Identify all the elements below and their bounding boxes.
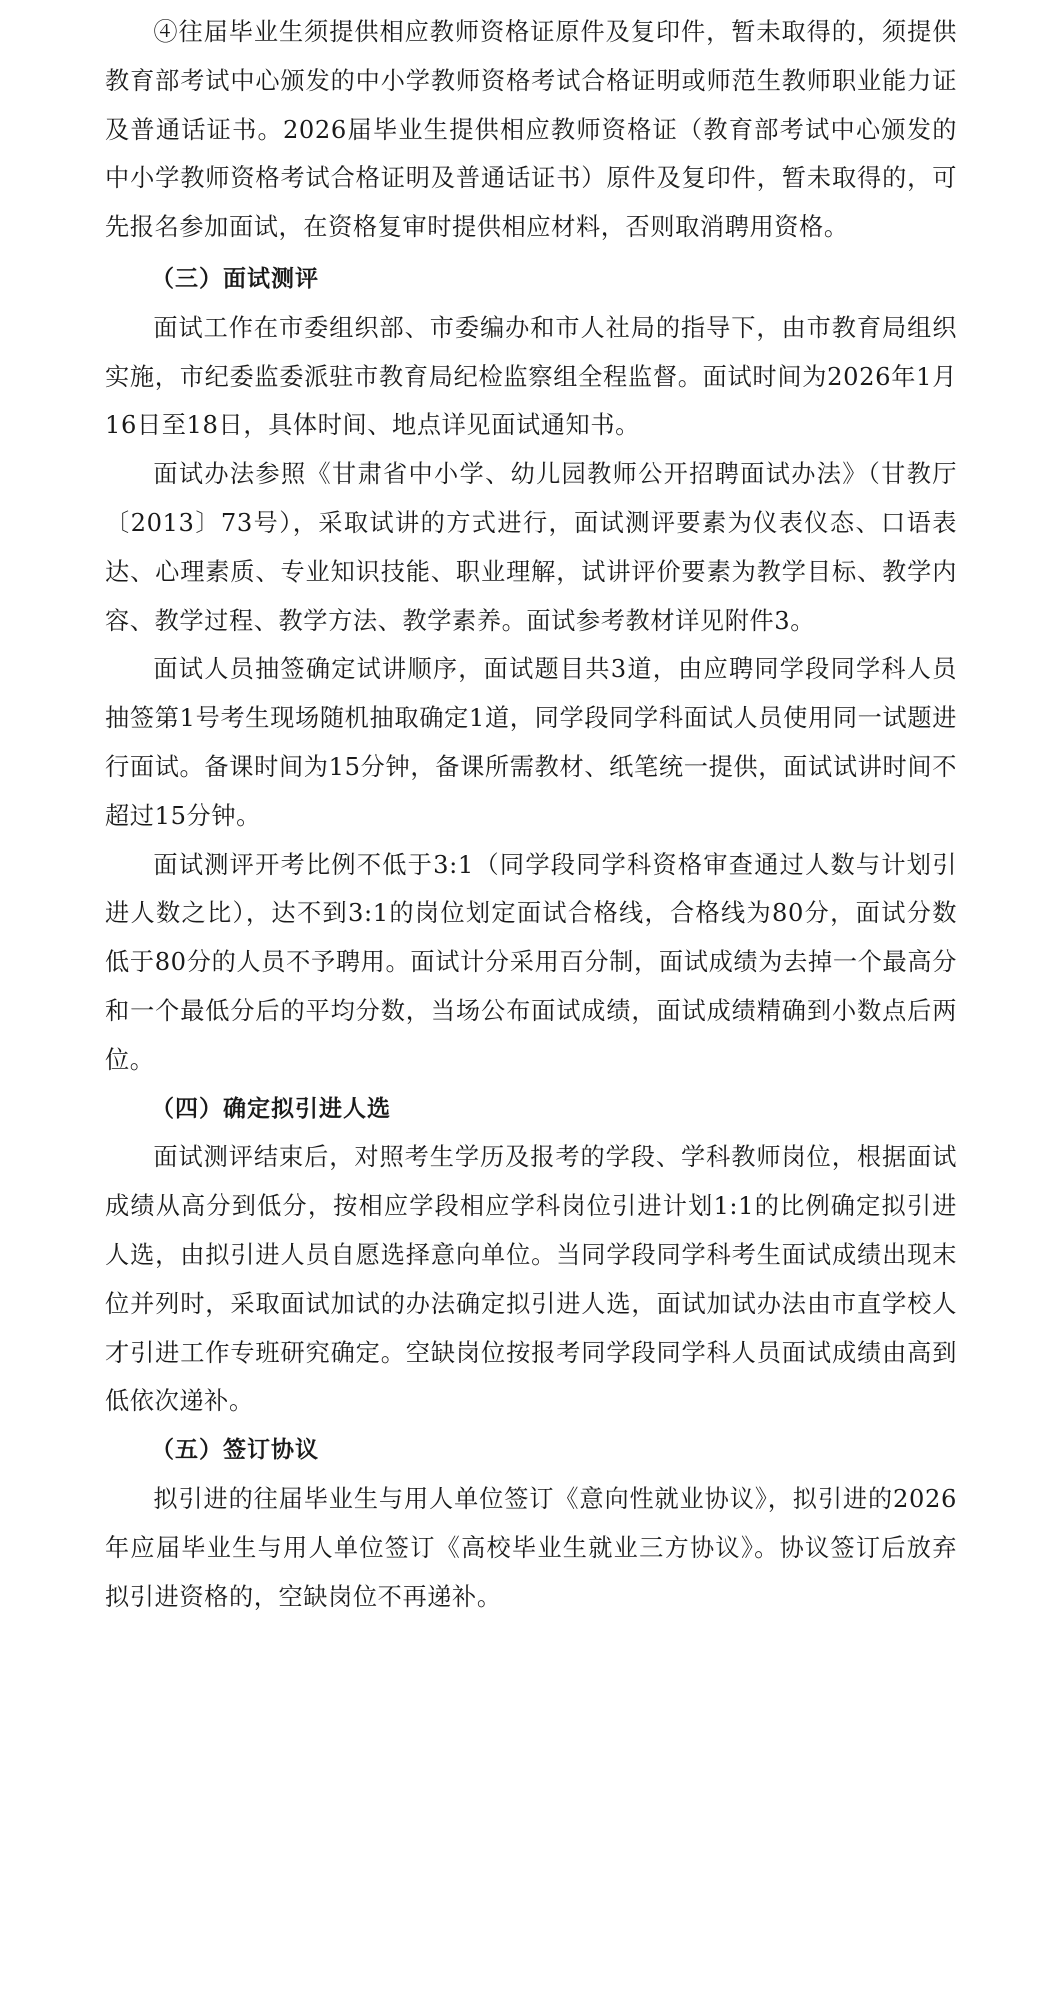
heading-interview-evaluation: （三）面试测评 (151, 265, 319, 292)
paragraph-qualification-certificate: ④往届毕业生须提供相应教师资格证原件及复印件，暂未取得的，须提供教育部考试中心颁发的中小学教师资格考试合格证明或师范生教师职业能力证及普通话证书。2026届毕业生提供相应教师资格证（教育部考试中心颁发的中小学教师资格考试合格证明及普通话证书）原件及复印件，暂未取得的，可先报名参加面试，在资格复审时提供相应材料，否则取消聘用资格。 (105, 18, 957, 242)
heading-sign-agreement: （五）签订协议 (151, 1437, 319, 1464)
paragraph-interview-organization: 面试工作在市委组织部、市委编办和市人社局的指导下，由市教育局组织实施，市纪委监委派驻市教育局纪检监察组全程监督。面试时间为2026年1月16日至18日，具体时间、地点详见面试通知书。 (105, 313, 957, 440)
heading-determine-candidates: （四）确定拟引进人选 (151, 1095, 391, 1122)
paragraph-interview-scoring: 面试测评开考比例不低于3:1（同学段同学科资格审查通过人数与计划引进人数之比），达不到3:1的岗位划定面试合格线，合格线为80分，面试分数低于80分的人员不予聘用。面试计分采用百分制，面试成绩为去掉一个最高分和一个最低分后的平均分数，当场公布面试成绩，面试成绩精确到小数点后两位。 (105, 850, 957, 1074)
paragraph-candidate-selection: 面试测评结束后，对照考生学历及报考的学段、学科教师岗位，根据面试成绩从高分到低分，按相应学段相应学科岗位引进计划1:1的比例确定拟引进人选，由拟引进人员自愿选择意向单位。当同学段同学科考生面试成绩出现末位并列时，采取面试加试的办法确定拟引进人选，面试加试办法由市直学校人才引进工作专班研究确定。空缺岗位按报考同学段同学科人员面试成绩由高到低依次递补。 (105, 1143, 957, 1416)
paragraph-agreement: 拟引进的往届毕业生与用人单位签订《意向性就业协议》，拟引进的2026年应届毕业生与用人单位签订《高校毕业生就业三方协议》。协议签订后放弃拟引进资格的，空缺岗位不再递补。 (105, 1484, 957, 1611)
paragraph-interview-draw: 面试人员抽签确定试讲顺序，面试题目共3道，由应聘同学段同学科人员抽签第1号考生现场随机抽取确定1道，同学段同学科面试人员使用同一试题进行面试。备课时间为15分钟，备课所需教材、纸笔统一提供，面试试讲时间不超过15分钟。 (105, 655, 957, 830)
paragraph-interview-method: 面试办法参照《甘肃省中小学、幼儿园教师公开招聘面试办法》（甘教厅〔2013〕73号），采取试讲的方式进行，面试测评要素为仪表仪态、口语表达、心理素质、专业知识技能、职业理解，试讲评价要素为教学目标、教学内容、教学过程、教学方法、教学素养。面试参考教材详见附件3。 (105, 460, 957, 635)
